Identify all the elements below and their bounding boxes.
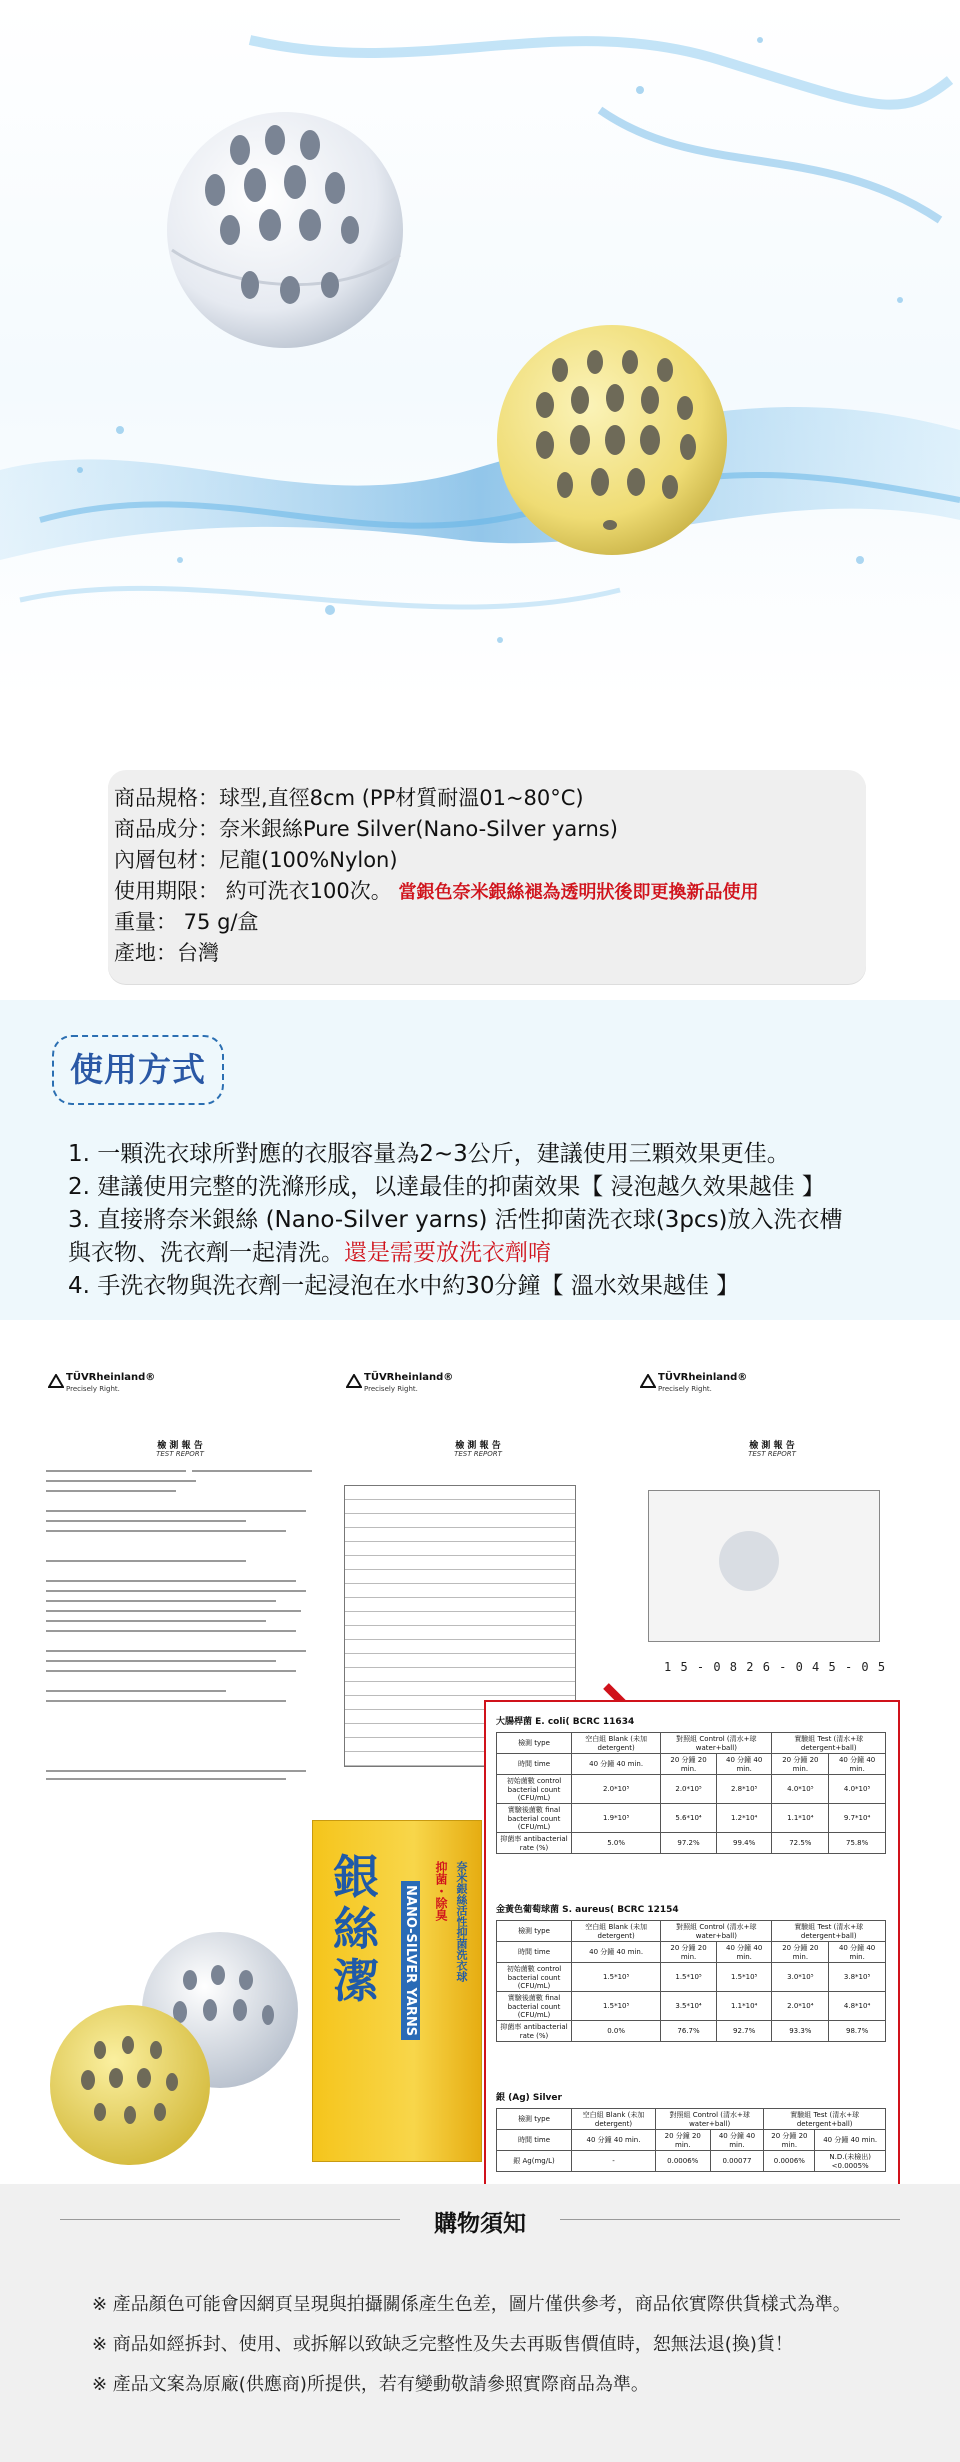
report-tagline: Precisely Right. [658,1385,712,1393]
yellow-laundry-ball [497,325,727,555]
spec-panel [108,770,866,984]
spec-origin: 產地：台灣 [114,941,219,965]
package-badge: 抑菌・除臭 [434,1861,448,1921]
notice-item-3: ※ 產品文案為原廠(供應商)所提供，若有變動敬請參照實際商品為準。 [92,2374,649,2395]
usage-title: 使用方式 [70,1050,206,1089]
spec-period-text: 使用期限： 約可洗衣100次。 [114,879,392,903]
report-brand: TÜVRheinland® [658,1372,748,1383]
silver-table: 檢測 type 空白組 Blank (未加 detergent) 對照組 Control (清水+球 water+ball) 實驗組 Test (清水+球 detergent+ball) 時間 time 40 分鐘 40 min. 20 分鐘 20 min. 40 分鐘 40 min. 20 分鐘 20 min. 40 分鐘 40 min. 銀 Ag(mg/L) - 0.0006% 0.00077 0.0006% N.D.(未檢出) <0.0005% [496,2108,886,2172]
sample-photo [648,1490,880,1642]
report-tagline: Precisely Right. [66,1385,120,1393]
usage-step-4: 4. 手洗衣物與洗衣劑一起浸泡在水中約30分鐘【 溫水效果越佳 】 [68,1273,740,1299]
report-title-zh: 檢 測 報 告 [749,1441,795,1451]
report-title-zh: 檢 測 報 告 [157,1441,203,1451]
spec-period [114,875,758,905]
cell-rate: 抑菌率 antibacterial rate (%) [497,1833,572,1854]
report-title-en: TEST REPORT [454,1450,502,1458]
usage-step-3-text: 與衣物、洗衣劑一起清洗。 [68,1240,344,1266]
cell-control: 對照組 Control (清水+球 water+ball) [661,1733,772,1754]
usage-step-3: 3. 直接將奈米銀絲 (Nano-Silver yarns) 活性抑菌洗衣球(3pcs)放入洗衣槽 [68,1207,843,1233]
antibacterial-results-table [484,1700,900,2234]
usage-step-3-cont [68,1234,551,1267]
section-saureus: 金黃色葡萄球菌 S. aureus( BCRC 12154 [496,1905,679,1915]
spec-inner-material: 內層包材：尼龍(100%Nylon) [114,848,398,872]
notice-item-1: ※ 產品顏色可能會因網頁呈現與拍攝關係產生色差，圖片僅供參考，商品依實際供貨樣式為準。 [92,2294,851,2315]
package-name: 銀絲潔 [333,1850,379,2008]
spec-weight: 重量： 75 g/盒 [114,910,259,934]
package-subtitle: NANO-SILVER YARNS [401,1881,420,2040]
report-title-en: TEST REPORT [748,1450,796,1458]
notice-title: 購物須知 [434,2211,526,2237]
saureus-table: 檢測 type 空白組 Blank (未加 detergent) 對照組 Control (清水+球 water+ball) 實驗組 Test (清水+球 detergent+ball) 時間 time 40 分鐘 40 min. 20 分鐘 20 min. 40 分鐘 40 min. 20 分鐘 20 min. 40 分鐘 40 min. 初始菌數 control bacterial count (CFU/mL) 1.5*10⁵ 1.5*10⁵ 1.5*10⁵ 3.0*10⁵ 3.8*10⁵ 實驗後菌數 final bacterial count (CFU/mL) 1.5*10⁵ 3.5*10⁴ 1.1*10⁴ 2.0*10⁴ 4.8*10⁴ 抑菌率 antibacterial rate (%) 0.0% 76.7% 92.7% 93.3% 98.7% [496,1920,886,2042]
report-title-zh: 檢 測 報 告 [455,1441,501,1451]
cell-ag: 銀 Ag(mg/L) [497,2151,572,2172]
report-brand: TÜVRheinland® [66,1372,156,1383]
spec-period-warning: 當銀色奈米銀絲褪為透明狀後即更換新品使用 [398,882,759,903]
section-ecoli: 大腸桿菌 E. coli( BCRC 11634 [496,1717,635,1727]
usage-step-3-warning: 還是需要放洗衣劑唷 [344,1240,551,1266]
usage-step-2: 2. 建議使用完整的洗滌形成，以達最佳的抑菌效果【 浸泡越久效果越佳 】 [68,1174,825,1200]
section-silver: 銀 (Ag) Silver [496,2093,562,2103]
tuv-triangle-icon [48,1374,64,1388]
cell-blank: 空白組 Blank (未加 detergent) [572,1733,661,1754]
product-balls-photo [40,1920,340,2180]
spec-size: 商品規格：球型,直徑8cm (PP材質耐溫01~80°C) [114,786,584,810]
cell-time: 時間 time [497,1754,572,1775]
white-laundry-ball [167,112,403,348]
notice-item-2: ※ 商品如經拆封、使用、或拆解以致缺乏完整性及失去再販售價值時，恕無法退(換)貨！ [92,2334,793,2355]
report-title-en: TEST REPORT [156,1450,204,1458]
cell-test: 實驗組 Test (清水+球 detergent+ball) [772,1733,886,1754]
ecoli-table: 檢測 type 空白組 Blank (未加 detergent) 對照組 Control (清水+球 water+ball) 實驗組 Test (清水+球 detergent+ball) 時間 time 40 分鐘 40 min. 20 分鐘 20 min. 40 分鐘 40 min. 20 分鐘 20 min. 40 分鐘 40 min. 初始菌數 control bacterial count (CFU/mL) 2.0*10⁵ 2.0*10⁵ 2.8*10⁵ 4.0*10⁵ 4.0*10⁵ 實驗後菌數 final bacterial count (CFU/mL) 1.9*10⁵ 5.6*10⁴ 1.2*10⁴ 1.1*10⁴ 9.7*10⁴ 抑菌率 antibacterial rate (%) 5.0% 97.2% 99.4% 72.5% 75.8% [496,1732,886,1854]
tuv-triangle-icon [640,1374,656,1388]
sample-id: 1 5 - 0 8 2 6 - 0 4 5 - 0 5 [664,1660,887,1674]
cell-initial: 初始菌數 control bacterial count (CFU/mL) [497,1775,572,1804]
spec-ingredient: 商品成分：奈米銀絲Pure Silver(Nano-Silver yarns) [114,817,618,841]
water-splash-illustration [0,0,960,700]
report-brand: TÜVRheinland® [364,1372,454,1383]
hero-image [0,0,960,700]
report-tagline: Precisely Right. [364,1385,418,1393]
test-report-1 [42,1370,318,1820]
usage-step-1: 1. 一顆洗衣球所對應的衣服容量為2~3公斤，建議使用三顆效果更佳。 [68,1141,790,1167]
cell-type: 檢測 type [497,1733,572,1754]
cell-final: 實驗後菌數 final bacterial count (CFU/mL) [497,1804,572,1833]
package-tagline: 奈米銀絲活性抑菌洗衣球 [455,1861,468,1982]
usage-title-badge [52,1035,224,1105]
tuv-triangle-icon [346,1374,362,1388]
